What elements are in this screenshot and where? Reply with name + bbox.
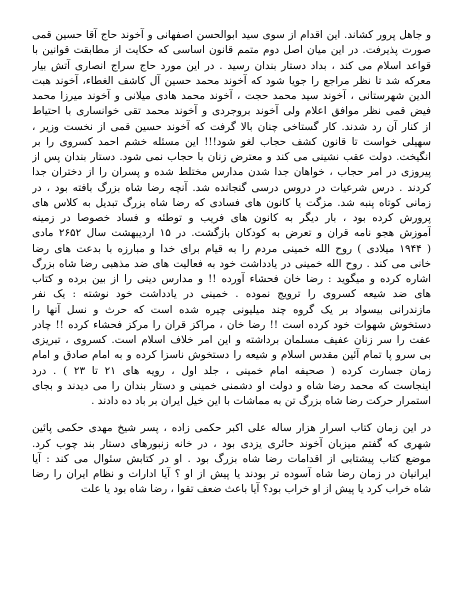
text-line: ایرانیان در زمان رضا شاه آسوده تر بودند یا پیش از او ؟ آیا ادارات و نظام ایران را رضا bbox=[32, 468, 431, 480]
text-line: فیض قمی نظر موافق اعلام ولی آخوند بروجردی و آخوند محمد تقی خوانساری با احتیاط bbox=[32, 105, 431, 118]
text-line: اشاره کرده و میگوید : رضا خان فحشاء آورده !! و مدارس دینی را از بین برده و کتاب bbox=[32, 273, 431, 285]
text-line: استمرار حرکت رضا شاه بزرگ تن به مماشات با این خیل ایران بر باد ده دادند . bbox=[91, 395, 431, 407]
paragraph-2 bbox=[32, 421, 431, 497]
text-line: شهری که گفتم میزبان آخوند حائری یزدی بود ، در خانه زنبورهای دستار بند چوب کرد. bbox=[32, 437, 431, 450]
text-line: های ضد شیعه کسروی را ترویج نموده . خمینی در یادداشت خود نوشته : یک نفر bbox=[32, 288, 431, 301]
text-line: معرکه شد تا نظر مراجع را جویا شود که آخوند محمد حسین آل کاشف الغطاء، آخوند هبت bbox=[32, 74, 431, 87]
text-line: کردند . درس شرعیات در دروس درسی گنجانده شد. آنچه رضا شاه بزرگ بافته بود ، در bbox=[32, 181, 431, 194]
text-line: اینجاست که محمد رضا شاه و دولت او دشمنی خمینی و دستار بندان را می دیدند و بجای bbox=[32, 379, 431, 392]
text-line: موضع کتاب پیشتابی از اقدامات رضا شاه بزرگ بود . او در کتابش سئوال می کند : آیا bbox=[32, 452, 431, 465]
text-line: زمان جسارت کرده ( صحیفه امام خمینی ، جلد اول ، رویه های ۲۱ تا ۲۳ ) . درد bbox=[32, 364, 431, 377]
text-line: عفت را سر زنان عفیف مسلمان برداشته و این امر خلاف اسلام است. کسروی ، تبریزی bbox=[32, 334, 431, 346]
text-line: صورت پذیرفت. در این میان اصل دوم متمم قانون اساسی که حکایت از مطابقت قوانین با bbox=[32, 44, 431, 57]
text-line: پرورش کرده بود ، بار دیگر به کانون های فریب و توطئه و فساد خصوصا در زمینه bbox=[32, 212, 431, 224]
text-line: انگیخت. دولت عقب نشینی می کند و معترض زنان با حجاب نمی شود. دستار بندان پس از bbox=[32, 151, 431, 163]
text-line: در این زمان کتاب اسرار هزار ساله علی اکبر حکمی زاده ، پسر شیخ مهدی حکمی پائین bbox=[32, 422, 431, 435]
text-line: پیروزی در امر حجاب ، خواهان جدا شدن مدارس مختلط شده و پسران را از دختران جدا bbox=[32, 166, 431, 179]
text-line: بی سرو پا تمام آئین مقدس اسلام و شیعه را دستخوش ناسزا کرده و به امام صادق و امام bbox=[32, 349, 431, 362]
text-line: مازندرانی بیسواد بر یک گروه چند میلیونی چیره شده است که حرث و نسل آنها را bbox=[32, 303, 431, 316]
text-line: الدین شهرستانی ، آخوند سید محمد حجت ، آخوند محمد هادی میلانی و آخوند میرزا محمد bbox=[32, 90, 431, 102]
text-line: شاه خراب کرد یا پیش از او خراب بود؟ آیا باعث ضعف تقوا ، رضا شاه بود یا علت bbox=[80, 483, 431, 496]
text-line: و جاهل پرور کشاند. این اقدام از سوی سید ابوالحسن اصفهانی و آخوند حاج آقا حسین قمی bbox=[32, 29, 431, 41]
text-line: از کنار آن رد شدند. کار گستاخی چنان بالا گرفت که آخوند حسین قمی از نخست وزیر ، bbox=[32, 120, 431, 133]
text-line: خانی می کند . روح الله خمینی در یادداشت خود به فعالیت های ضد مذهبی رضا شاه بزرگ bbox=[32, 257, 431, 270]
text-line: سهیلی خواست تا قانون کشف حجاب لغو شود!!! این مسئله خشم احمد کسروی را بر bbox=[32, 135, 431, 148]
text-line: آموزش هجو نامه قران و تعرض به کودکان بازگشت. در ۱۵ اردیبهشت سال ۲۶۵۲ مادی bbox=[32, 227, 431, 240]
text-line: زمانی کوتاه پنبه شد. مزگت یا کانون های فسادی که رضا شاه بزرگ تبدیل به کلاس های bbox=[32, 196, 431, 209]
text-line: ( ۱۹۴۴ میلادی ) روح الله خمینی مردم را به قیام برای خدا و مبارزه با بدعت های رضا bbox=[32, 242, 431, 255]
paragraph-1 bbox=[32, 28, 431, 409]
text-line: دستخوش شهوات خود کرده است !! رضا خان ، مراکز قران را مرکز فحشاء کرده !! چادر bbox=[32, 318, 431, 331]
text-line: قواعد اسلام می کند ، بداد دستار بندان رسید . در این مورد حاج سراج انصاری آتش بیار bbox=[32, 59, 431, 72]
paragraph-gap bbox=[32, 409, 431, 421]
